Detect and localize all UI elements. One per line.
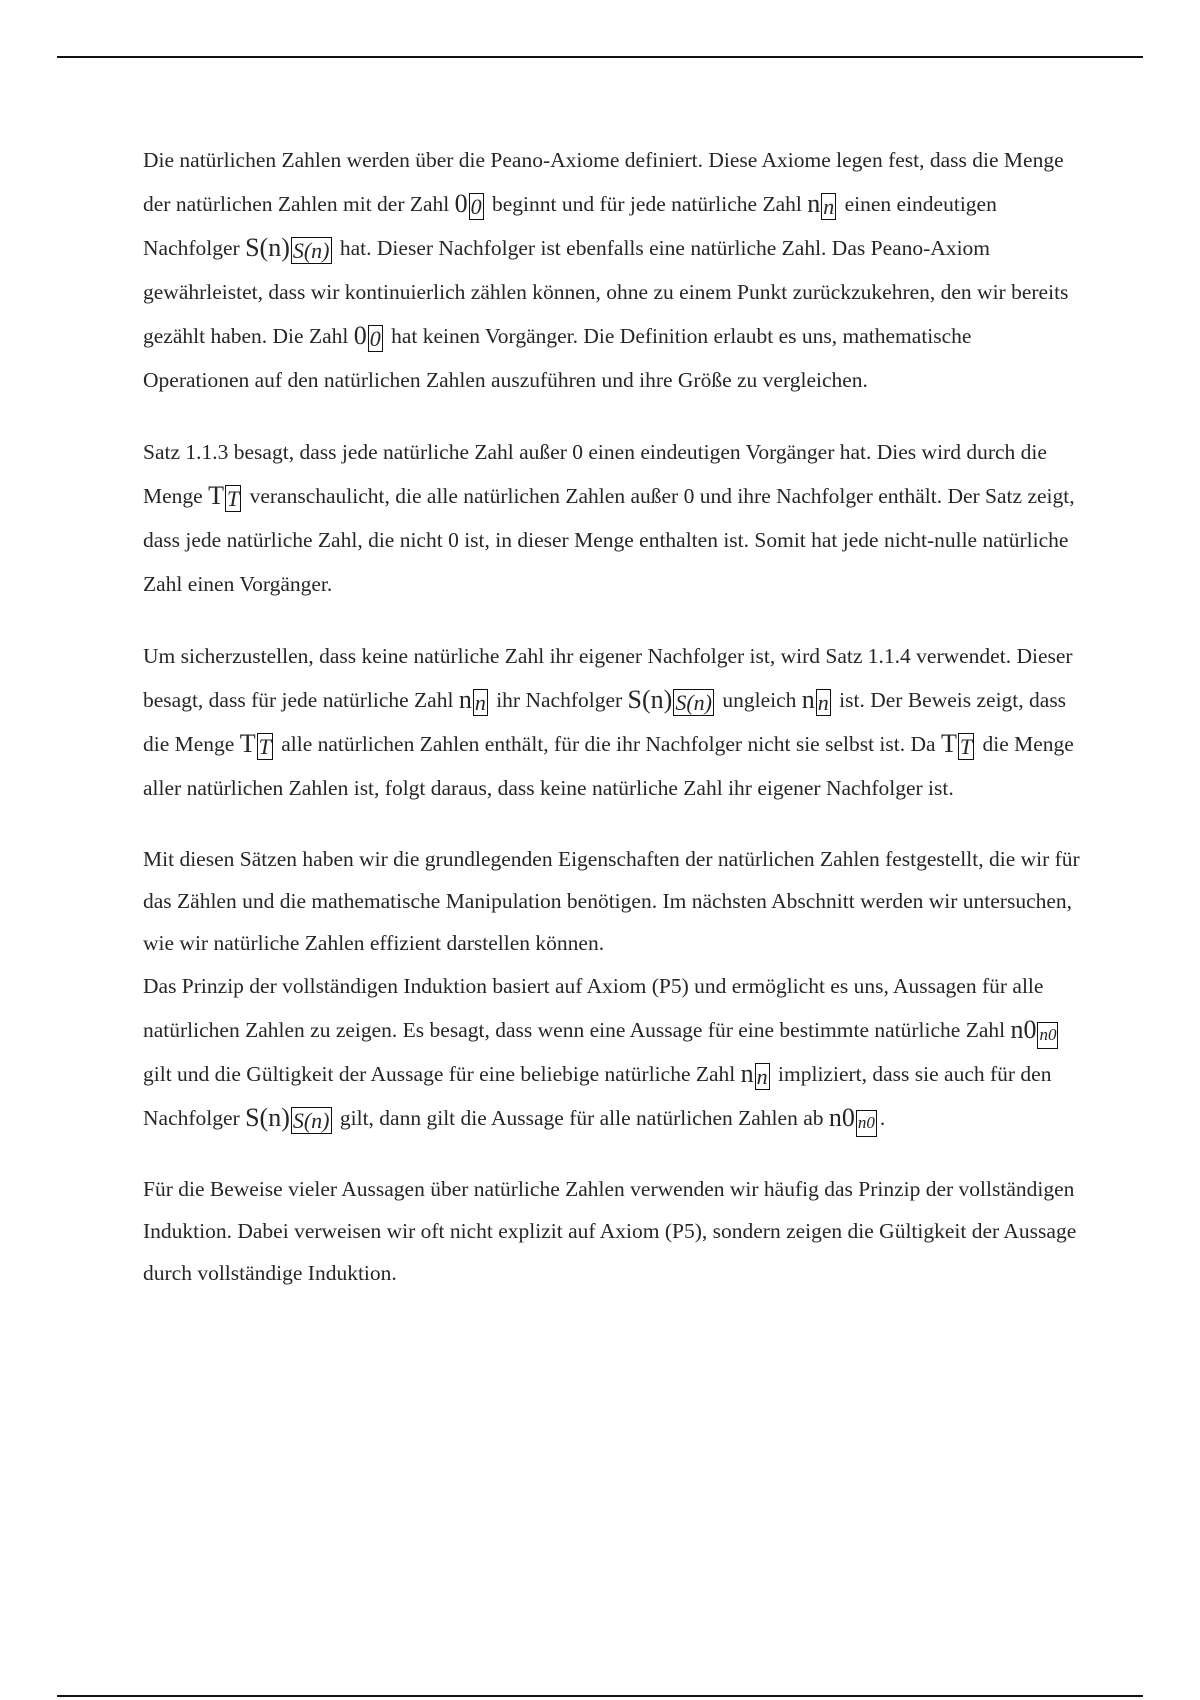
text-run: die Menge aller natürlichen Zahlen ist, folgt daraus, dass keine natürliche Zahl ihr eigener Nachfolger ist. — [143, 732, 1074, 800]
paragraph-gap — [143, 1140, 1083, 1168]
math-boxed: n — [756, 1064, 768, 1089]
math-plain: n0 — [1010, 1015, 1037, 1044]
text-run: ist. Der Beweis zeigt, dass die Menge — [143, 688, 1067, 756]
paragraph-satz-1-1-4 — [143, 634, 1083, 810]
paragraph-gap — [143, 810, 1083, 838]
document-body — [143, 138, 1083, 1294]
paragraph-gap — [143, 606, 1083, 634]
math-boxed: n — [474, 690, 486, 715]
math-plain: n — [801, 685, 815, 714]
text-run: impliziert, dass sie auch für den Nachfolger — [143, 1062, 1052, 1130]
math-boxed: 0 — [470, 194, 482, 219]
math-plain: S(n) — [627, 685, 673, 714]
text-run: ihr Nachfolger — [490, 688, 628, 712]
math-boxed: S(n) — [292, 238, 330, 263]
math-boxed: n0 — [856, 1110, 877, 1137]
text-run: alle natürlichen Zahlen enthält, für die ihr Nachfolger nicht sie selbst ist. Da — [275, 732, 941, 756]
math-plain: n — [458, 685, 472, 714]
paragraph-peano-axioms — [143, 138, 1083, 402]
paragraph-satz-1-1-3 — [143, 430, 1083, 606]
math-plain: 0 — [353, 321, 367, 350]
paragraph-summary — [143, 838, 1083, 964]
math-plain: S(n) — [245, 233, 290, 262]
text-run: Satz 1.1.3 besagt, dass jede natürliche Zahl außer 0 einen eindeutigen Vorgänger hat. Dies wird durch die Menge — [143, 440, 1047, 508]
math-plain: n — [740, 1059, 754, 1088]
text-run: Das Prinzip der vollständigen Induktion basiert auf Axiom (P5) und ermöglicht es uns, Aussagen für alle natürlichen Zahlen zu zeigen. Es besagt, dass wenn eine Aussage für eine bestimmte natürliche Zahl — [143, 974, 1044, 1042]
paragraph-induction-usage — [143, 1168, 1083, 1294]
paragraph-induction-principle — [143, 964, 1083, 1140]
math-boxed: T — [959, 734, 973, 759]
math-plain: T — [940, 729, 957, 758]
text-run: beginnt und für jede natürliche Zahl — [486, 192, 808, 216]
math-boxed: n — [823, 194, 835, 219]
math-boxed: T — [258, 734, 271, 759]
text-run: gilt, dann gilt die Aussage für alle natürlichen Zahlen ab — [334, 1106, 829, 1130]
text-run: Für die Beweise vieler Aussagen über natürliche Zahlen verwenden wir häufig das Prinzip der vollständigen Induktion. Dabei verweisen wir oft nicht explizit auf Axiom (P5), sondern zeigen die Gültigkeit der Aussage durch vollständige Induktion. — [143, 1177, 1077, 1285]
math-boxed: n0 — [1037, 1022, 1058, 1049]
text-run: Die natürlichen Zahlen werden über die Peano-Axiome definiert. Diese Axiome legen fest, dass die Menge der natürlichen Zahlen mit der Zahl — [143, 148, 1064, 216]
text-run: hat. Dieser Nachfolger ist ebenfalls eine natürliche Zahl. Das Peano-Axiom gewährleistet, dass wir kontinuierlich zählen können, ohne zu einem Punkt zurückzukehren, den wir bereits gezählt haben. Die Zahl — [143, 236, 1069, 348]
math-boxed: n — [817, 690, 829, 715]
text-run: hat keinen Vorgänger. Die Definition erlaubt es uns, mathematische Operationen auf den natürlichen Zahlen auszuführen und ihre Größe zu vergleichen. — [143, 324, 972, 392]
header-rule — [57, 56, 1143, 58]
math-plain: T — [208, 481, 224, 510]
text-run: Um sicherzustellen, dass keine natürliche Zahl ihr eigener Nachfolger ist, wird Satz 1.1.4 verwendet. Dieser besagt, dass für jede natürliche Zahl — [143, 644, 1073, 712]
math-boxed: S(n) — [292, 1108, 330, 1133]
text-run: einen eindeutigen Nachfolger — [143, 192, 997, 260]
footer-rule — [57, 1695, 1143, 1697]
text-run: . — [879, 1106, 886, 1130]
math-plain: T — [239, 729, 256, 758]
math-boxed: T — [226, 486, 240, 511]
text-run: veranschaulicht, die alle natürlichen Zahlen außer 0 und ihre Nachfolger enthält. Der Satz zeigt, dass jede natürliche Zahl, die nicht 0 ist, in dieser Menge enthalten ist. Somit hat jede nicht-nulle natürliche Zahl einen Vorgänger. — [143, 484, 1075, 596]
math-plain: n0 — [828, 1103, 855, 1132]
math-boxed: 0 — [369, 326, 381, 351]
paragraph-gap — [143, 402, 1083, 430]
math-plain: n — [807, 189, 821, 218]
text-run: Mit diesen Sätzen haben wir die grundlegenden Eigenschaften der natürlichen Zahlen festgestellt, die wir für das Zählen und die mathematische Manipulation benötigen. Im nächsten Abschnitt werden wir untersuchen, wie wir natürliche Zahlen effizient darstellen können. — [143, 847, 1080, 955]
text-run: gilt und die Gültigkeit der Aussage für eine beliebige natürliche Zahl — [143, 1062, 741, 1086]
math-plain: S(n) — [245, 1103, 290, 1132]
text-run: ungleich — [716, 688, 802, 712]
math-plain: 0 — [454, 189, 468, 218]
math-boxed: S(n) — [675, 690, 712, 715]
